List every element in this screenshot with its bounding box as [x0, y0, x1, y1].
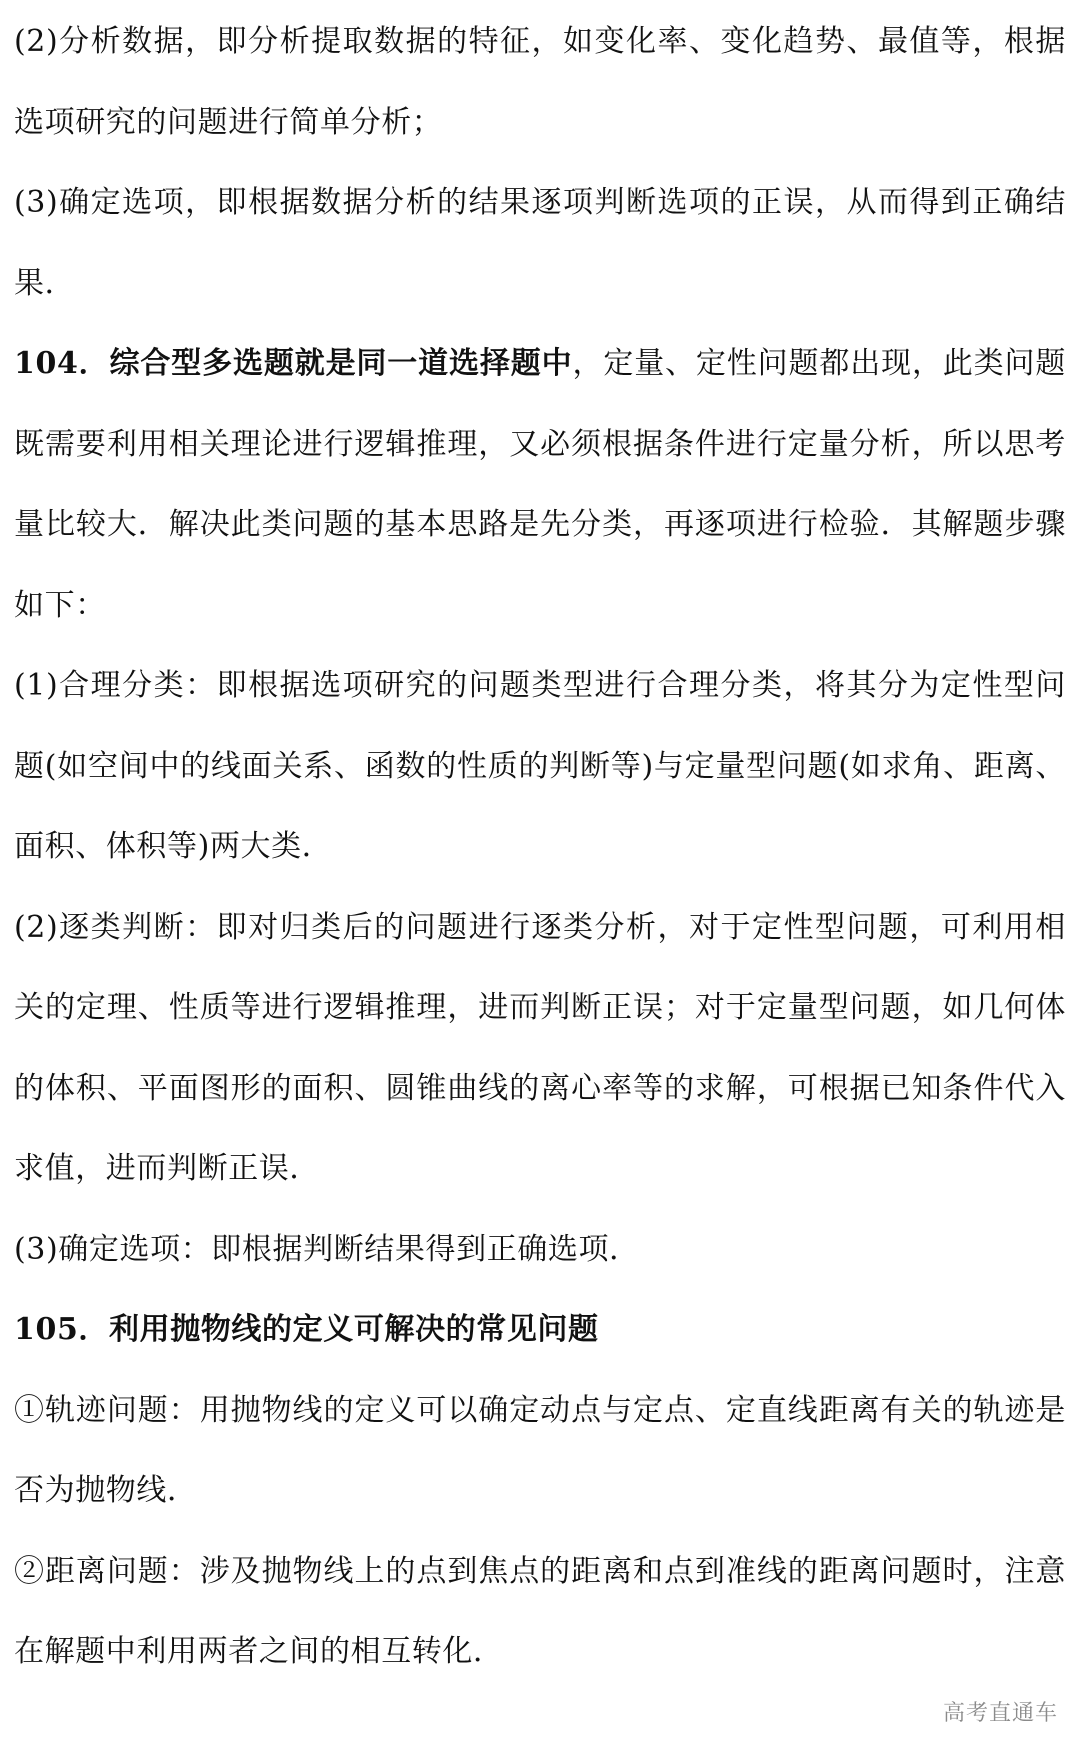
heading-105: 105．利用抛物线的定义可解决的常见问题: [14, 1312, 599, 1347]
watermark: 高考直通车: [942, 1701, 1058, 1726]
paragraph-104: [14, 324, 1066, 646]
document-body: [14, 2, 1066, 1693]
paragraph-104-title: 104．综合型多选题就是同一道选择题中: [14, 346, 573, 381]
paragraph-distance-problem: ②距离问题：涉及抛物线上的点到焦点的距离和点到准线的距离问题时，注意在解题中利用两者之间的相互转化．: [14, 1553, 1066, 1669]
paragraph-judge-by-class: (2)逐类判断：即对归类后的问题进行逐类分析，对于定性型问题，可利用相关的定理、性质等进行逻辑推理，进而判断正误；对于定量型问题，如几何体的体积、平面图形的面积、圆锥曲线的离心率等的求解，可根据已知条件代入求值，进而判断正误．: [14, 909, 1066, 1186]
paragraph-determine-option-1: (3)确定选项，即根据数据分析的结果逐项判断选项的正误，从而得到正确结果．: [14, 185, 1066, 301]
paragraph-reasonable-classification: (1)合理分类：即根据选项研究的问题类型进行合理分类，将其分为定性型问题(如空间中的线面关系、函数的性质的判断等)与定量型问题(如求角、距离、面积、体积等)两大类．: [14, 668, 1066, 864]
paragraph-determine-option-2: (3)确定选项：即根据判断结果得到正确选项．: [14, 1231, 640, 1267]
paragraph-analyze-data: (2)分析数据，即分析提取数据的特征，如变化率、变化趋势、最值等，根据选项研究的问题进行简单分析；: [14, 24, 1066, 140]
paragraph-104-body: ，定量、定性问题都出现，此类问题既需要利用相关理论进行逻辑推理，又必须根据条件进行定量分析，所以思考量比较大．解决此类问题的基本思路是先分类，再逐项进行检验．其解题步骤如下：: [14, 346, 1066, 623]
paragraph-trajectory-problem: ①轨迹问题：用抛物线的定义可以确定动点与定点、定直线距离有关的轨迹是否为抛物线．: [14, 1392, 1066, 1508]
